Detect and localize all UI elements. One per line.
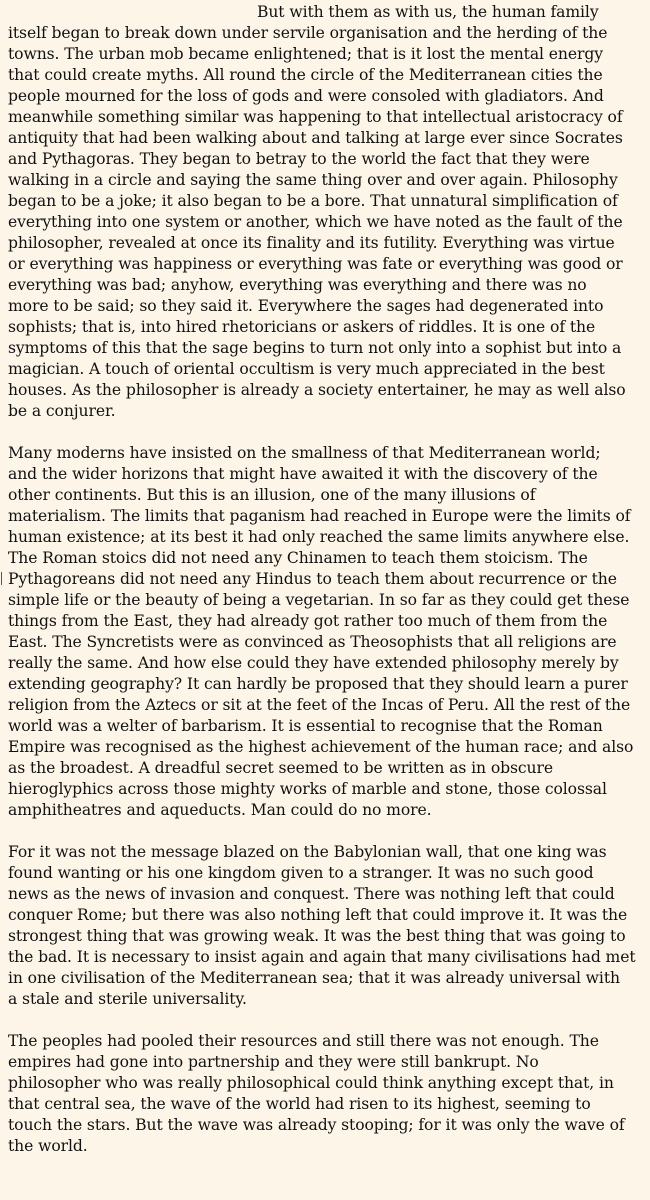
text-line: everything was bad; anyhow, everything was everything and there was no bbox=[8, 276, 587, 294]
text-line: philosopher, revealed at once its finality and its futility. Everything was virtue bbox=[8, 234, 615, 252]
text-line: walking in a circle and saying the same thing over and over again. Philosophy bbox=[8, 171, 618, 189]
text-line: other continents. But this is an illusion, one of the many illusions of bbox=[8, 486, 536, 504]
text-line: strongest thing that was growing weak. It was the best thing that was going to bbox=[8, 927, 626, 945]
text-line: that could create myths. All round the circle of the Mediterranean cities the bbox=[8, 66, 603, 84]
text-line: towns. The urban mob became enlightened; that is it lost the mental energy bbox=[8, 45, 603, 63]
text-line: itself began to break down under servile organisation and the herding of the bbox=[8, 24, 608, 42]
paragraph bbox=[8, 2, 644, 422]
text-line: Many moderns have insisted on the smallness of that Mediterranean world; bbox=[8, 444, 601, 462]
text-line: materialism. The limits that paganism had reached in Europe were the limits of bbox=[8, 507, 631, 525]
text-line: in one civilisation of the Mediterranean sea; that it was already universal with bbox=[8, 969, 620, 987]
text-line: be a conjurer. bbox=[8, 402, 116, 420]
text-line: But with them as with us, the human family bbox=[257, 3, 599, 21]
text-line: symptoms of this that the sage begins to turn not only into a sophist but into a bbox=[8, 339, 622, 357]
text-line: more to be said; so they said it. Everywhere the sages had degenerated into bbox=[8, 297, 604, 315]
text-line: sophists; that is, into hired rhetoricians or askers of riddles. It is one of the bbox=[8, 318, 596, 336]
text-line: began to be a joke; it also began to be a bore. That unnatural simplification of bbox=[8, 192, 618, 210]
text-line: and the wider horizons that might have awaited it with the discovery of the bbox=[8, 465, 598, 483]
paragraph bbox=[8, 443, 644, 821]
text-line: news as the news of invasion and conquest. There was nothing left that could bbox=[8, 885, 615, 903]
text-line: conquer Rome; but there was also nothing left that could improve it. It was the bbox=[8, 906, 628, 924]
margin-mark bbox=[1, 572, 2, 585]
text-line: the bad. It is necessary to insist again and again that many civilisations had met bbox=[8, 948, 636, 966]
text-line: magician. A touch of oriental occultism is very much appreciated in the best bbox=[8, 360, 605, 378]
text-line: empires had gone into partnership and they were still bankrupt. No bbox=[8, 1053, 539, 1071]
text-line: as the broadest. A dreadful secret seemed to be written as in obscure bbox=[8, 759, 553, 777]
text-line: amphitheatres and aqueducts. Man could do no more. bbox=[8, 801, 432, 819]
text-line: human existence; at its best it had only reached the same limits anywhere else. bbox=[8, 528, 630, 546]
text-line: really the same. And how else could they have extended philosophy merely by bbox=[8, 654, 619, 672]
document-page bbox=[8, 2, 644, 1178]
text-line: found wanting or his one kingdom given to a stranger. It was no such good bbox=[8, 864, 594, 882]
text-line: For it was not the message blazed on the Babylonian wall, that one king was bbox=[8, 843, 607, 861]
text-line: things from the East, they had already got rather too much of them from the bbox=[8, 612, 608, 630]
text-line: people mourned for the loss of gods and were consoled with gladiators. And bbox=[8, 87, 604, 105]
text-line: a stale and sterile universality. bbox=[8, 990, 247, 1008]
text-line: The Roman stoics did not need any Chinamen to teach them stoicism. The bbox=[8, 549, 588, 567]
text-line: world was a welter of barbarism. It is essential to recognise that the Roman bbox=[8, 717, 603, 735]
text-line: simple life or the beauty of being a vegetarian. In so far as they could get these bbox=[8, 591, 630, 609]
paragraph bbox=[8, 842, 644, 1010]
text-line: East. The Syncretists were as convinced as Theosophists that all religions are bbox=[8, 633, 617, 651]
text-line: antiquity that had been walking about and talking at large ever since Socrates bbox=[8, 129, 623, 147]
text-line: the world. bbox=[8, 1137, 88, 1155]
text-line: that central sea, the wave of the world had risen to its highest, seeming to bbox=[8, 1095, 591, 1113]
text-line: religion from the Aztecs or sit at the feet of the Incas of Peru. All the rest of the bbox=[8, 696, 631, 714]
paragraph bbox=[8, 1031, 644, 1157]
text-line: meanwhile something similar was happening to that intellectual aristocracy of bbox=[8, 108, 623, 126]
text-line: hieroglyphics across those mighty works of marble and stone, those colossal bbox=[8, 780, 607, 798]
text-line: Empire was recognised as the highest achievement of the human race; and also bbox=[8, 738, 634, 756]
text-line: everything into one system or another, which we have noted as the fault of the bbox=[8, 213, 623, 231]
text-line: philosopher who was really philosophical could think anything except that, in bbox=[8, 1074, 614, 1092]
text-line: or everything was happiness or everything was fate or everything was good or bbox=[8, 255, 623, 273]
text-line: houses. As the philosopher is already a society entertainer, he may as well also bbox=[8, 381, 626, 399]
text-line: and Pythagoras. They began to betray to the world the fact that they were bbox=[8, 150, 590, 168]
text-line: The peoples had pooled their resources and still there was not enough. The bbox=[8, 1032, 599, 1050]
text-line: Pythagoreans did not need any Hindus to teach them about recurrence or the bbox=[8, 570, 617, 588]
text-line: extending geography? It can hardly be proposed that they should learn a purer bbox=[8, 675, 628, 693]
text-line: touch the stars. But the wave was already stooping; for it was only the wave of bbox=[8, 1116, 625, 1134]
